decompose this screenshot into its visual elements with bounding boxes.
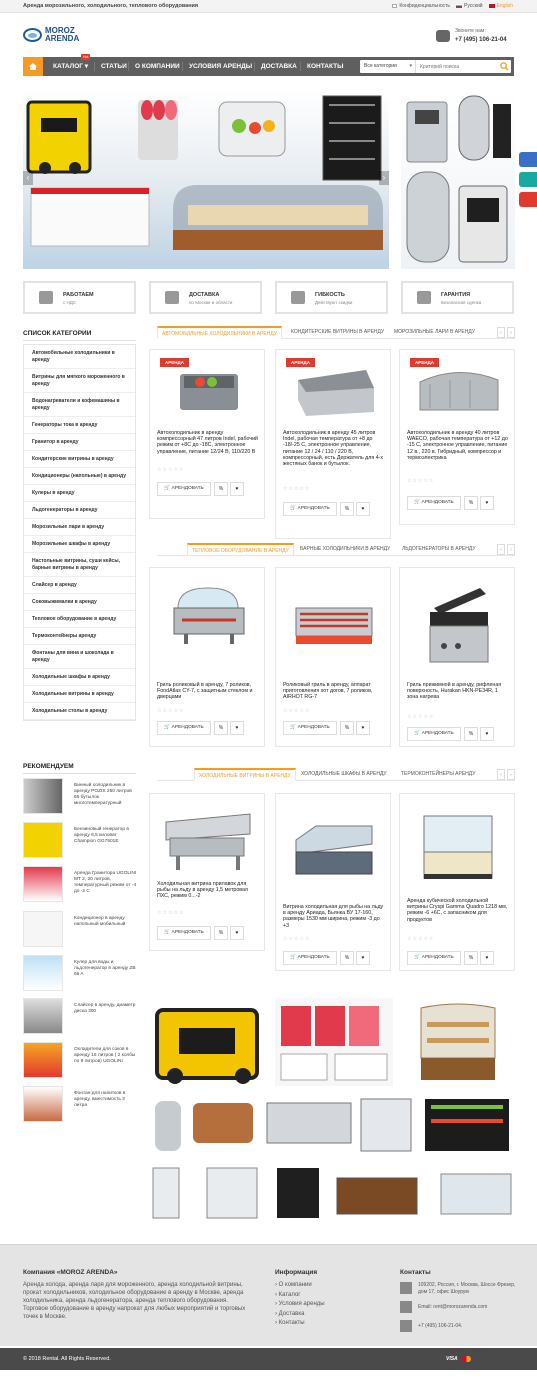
location-icon[interactable] (519, 172, 537, 187)
footer-about: Аренда холода, аренда ларя для мороженного, аренда холодильной витрины, прокат холодильников, холодильное оборудование в аренду в Москве, аренда холодильника, аренда льдогенератора, аренда теплового оборудования. Торговое оборудование в аренду напрокат для любых мероприятий и торговых точек в Москве. (23, 1282, 246, 1320)
rent-button[interactable]: 🛒 АРЕНДОВАТЬ (157, 482, 211, 496)
phone-number[interactable]: +7 (495) 106-21-04 (455, 37, 507, 43)
nav-terms[interactable]: УСЛОВИЯ АРЕНДЫ (189, 63, 253, 70)
category-item[interactable]: Витрины для мягкого мороженного в аренду (24, 369, 135, 393)
search-category-select[interactable]: Все категории ▾ (360, 60, 416, 73)
nav-about[interactable]: О КОМПАНИИ (135, 63, 180, 70)
rent-button[interactable]: 🛒 АРЕНДОВАТЬ (407, 951, 461, 965)
product-thumb (23, 778, 63, 814)
prev-page-button[interactable]: ‹ (497, 544, 505, 555)
feature-title: РАБОТАЕМ (63, 292, 94, 298)
cabinets-image (149, 1164, 515, 1222)
tagline: Аренда морозильного, холодильного, теплового оборудования (23, 3, 199, 9)
rating-stars: ☆☆☆☆☆ (283, 486, 311, 492)
compare-button[interactable]: % (464, 951, 478, 965)
main-nav (23, 57, 514, 76)
compare-button[interactable]: % (214, 926, 228, 940)
rent-button[interactable]: 🛒 АРЕНДОВАТЬ (157, 926, 211, 940)
next-page-button[interactable]: › (507, 769, 515, 780)
nav-articles[interactable]: СТАТЬИ (101, 63, 127, 70)
promo-tile-generator[interactable] (149, 998, 267, 1086)
tab-chest-freezers[interactable]: МОРОЗИЛЬНЫЕ ЛАРИ В АРЕНДУ (394, 329, 475, 335)
logo[interactable] (23, 27, 79, 43)
category-item[interactable]: Автомобильные холодильники в аренду (24, 345, 135, 369)
side-banner-image (401, 90, 515, 269)
divider (23, 773, 136, 774)
section-tabs (157, 543, 515, 556)
footer-phone[interactable]: +7 (495) 106-21-04. (418, 1323, 463, 1329)
visa-icon: VISA (446, 1356, 458, 1362)
recommended-item[interactable] (23, 866, 136, 906)
recommended-label: Фонтан для напитков в аренду, вместимость 3 литра (74, 1091, 126, 1108)
wishlist-button[interactable]: ♥ (230, 482, 244, 496)
product-card[interactable] (275, 793, 391, 971)
bell-icon[interactable] (519, 152, 537, 167)
bottom-bar-wrap (0, 1346, 537, 1400)
bank-icon (39, 291, 53, 304)
phone-icon (436, 30, 450, 42)
categories-title: СПИСОК КАТЕГОРИИ (23, 330, 92, 337)
logo-line2: ARENDA (45, 34, 80, 43)
product-thumb (23, 911, 63, 947)
rent-button[interactable]: 🛒 АРЕНДОВАТЬ (157, 721, 211, 735)
product-image (410, 360, 506, 420)
promo-banners-row-2 (149, 1095, 515, 1157)
section-tabs (157, 326, 515, 339)
rating-stars: ☆☆☆☆☆ (157, 708, 185, 714)
feature-sub: Безопасная сделка (441, 300, 482, 305)
tab-confectionery[interactable]: КОНДИТЕРСКИЕ ВИТРИНЫ В АРЕНДУ (291, 329, 385, 335)
side-banner[interactable] (401, 90, 515, 269)
recommended-label: Кондиционер в аренду напольный мобильный (74, 916, 126, 927)
promo-tile-equipment[interactable] (149, 1095, 515, 1157)
compare-button[interactable]: % (464, 496, 478, 510)
lang-ru[interactable]: Русский (456, 3, 483, 9)
feature-delivery (149, 281, 262, 314)
footer (0, 1244, 537, 1346)
mastercard-icon (462, 1356, 471, 1362)
category-item[interactable]: Морозильные лари в аренду (24, 519, 135, 536)
product-title[interactable]: Автохолодильник в аренду 45 литров Indel, рабочая температура от +8 до -18/-25 С, электронное управление, питание 12 / 24 / 110 / 220 В, компрессорный, есть Держатель для 4-х жестяных банок и бутылок. (283, 430, 384, 468)
nav-delivery[interactable]: ДОСТАВКА (261, 63, 297, 70)
category-item[interactable]: Холодильные столы в аренду (24, 703, 135, 720)
recommended-label: Винный холодильник в аренду POZIS 250 литров 65 бутылок многотемпературный (74, 783, 132, 806)
product-image (160, 578, 256, 652)
category-item[interactable]: Кондитерские витрины в аренду (24, 451, 135, 468)
top-links (392, 3, 513, 9)
category-item[interactable]: Слайсер в аренду (24, 577, 135, 594)
promo-tile-cabinets[interactable] (149, 1164, 515, 1222)
call-label: Звоните нам: (455, 28, 486, 34)
product-title[interactable]: Роликовый гриль в аренду, аппарат приготовления хот догов, 7 роликов, AIRHOT RG-7 (283, 682, 373, 701)
product-thumb (23, 1086, 63, 1122)
product-card[interactable] (149, 349, 265, 519)
search-bar (360, 60, 511, 73)
nav-catalog[interactable]: КАТАЛОГ ▾ (53, 63, 89, 70)
feature-vat (23, 281, 136, 314)
rent-ribbon: АРЕНДА (160, 358, 189, 367)
footer-info-title: Информация (275, 1269, 318, 1276)
product-card[interactable] (149, 793, 265, 951)
wishlist-button[interactable]: ♥ (356, 502, 370, 516)
compare-button[interactable]: % (340, 502, 354, 516)
location-icon (400, 1282, 412, 1294)
category-item[interactable]: Холодильные шкафы в аренду (24, 669, 135, 686)
recommended-item[interactable] (23, 1086, 136, 1126)
feature-sub: Действуют скидки (315, 300, 353, 305)
wishlist-button[interactable]: ♥ (480, 951, 494, 965)
compare-button[interactable]: % (340, 951, 354, 965)
section-tabs (157, 768, 515, 781)
rating-stars: ☆☆☆☆☆ (283, 708, 311, 714)
rating-stars: ☆☆☆☆☆ (157, 910, 185, 916)
footer-contacts-title: Контакты (400, 1269, 431, 1276)
product-card[interactable] (275, 567, 391, 747)
recommended-label: Слайсер в аренду, диаметр диска 300 (74, 1003, 136, 1014)
promo-tile-confectionery[interactable] (401, 998, 515, 1086)
product-card[interactable] (399, 349, 515, 525)
product-thumb (23, 1042, 63, 1078)
slider-image (23, 90, 389, 269)
tab-ice-makers[interactable]: ЛЬДОГЕНЕРАТОРЫ В АРЕНДУ (402, 546, 476, 552)
product-image (160, 360, 256, 420)
category-item[interactable]: Соковыжималки в аренду (24, 594, 135, 611)
promo-banners-row-1 (149, 998, 515, 1086)
feature-guarantee (401, 281, 514, 314)
category-list (23, 344, 136, 721)
rent-button[interactable]: 🛒 АРЕНДОВАТЬ (407, 496, 461, 510)
product-title[interactable]: Витрина холодильная для рыбы на льду в аренду Ариада, Бьянка ВУ 17-160, размеры 1530 мм ширина, режим -3 до +3 (283, 904, 384, 929)
wishlist-button[interactable]: ♥ (356, 951, 370, 965)
product-card[interactable] (275, 349, 391, 539)
rating-stars: ☆☆☆☆☆ (407, 714, 435, 720)
feature-title: ДОСТАВКА (189, 292, 220, 298)
slider-prev-button[interactable]: ‹ (23, 171, 33, 185)
rent-ribbon: АРЕНДА (286, 358, 315, 367)
product-image (286, 804, 382, 884)
rating-stars: ☆☆☆☆☆ (407, 478, 435, 484)
phone-icon (400, 1320, 412, 1332)
recommended-label: Аренда Гранитора UGOLINI MT 2, 20 литров, температурный режим от -4 до -2 С (74, 871, 137, 894)
recommended-item[interactable] (23, 998, 136, 1038)
feature-title: ГИБКОСТЬ (315, 292, 345, 298)
granitor-image (275, 998, 393, 1086)
home-icon[interactable] (23, 57, 43, 76)
footer-link[interactable]: › Каталог (275, 1291, 301, 1298)
rent-button[interactable]: 🛒 АРЕНДОВАТЬ (283, 951, 337, 965)
feature-sub: с НДС (63, 300, 77, 305)
category-item[interactable]: Гранитор в аренду (24, 434, 135, 451)
search-icon[interactable] (500, 62, 509, 71)
tab-bar-fridges[interactable]: БАРНЫЕ ХОЛОДИЛЬНИКИ В АРЕНДУ (300, 546, 391, 552)
tab-car-fridges[interactable]: АВТОМОБИЛЬНЫЕ ХОЛОДИЛЬНИКИ В АРЕНДУ (157, 326, 282, 339)
category-item[interactable]: Термоконтейнеры аренду (24, 628, 135, 645)
flag-en-icon (489, 4, 495, 8)
truck-icon (165, 291, 179, 304)
hot-badge: Hot (83, 55, 89, 59)
feature-title: ГАРАНТИЯ (441, 292, 471, 298)
next-page-button[interactable]: › (507, 327, 515, 338)
compare-button[interactable]: % (340, 721, 354, 735)
product-thumb (23, 822, 63, 858)
product-card[interactable] (399, 567, 515, 747)
category-item[interactable]: Тепловое оборудование в аренду (24, 611, 135, 628)
footer-info-links (275, 1281, 325, 1329)
promo-tile-granitor[interactable] (275, 998, 393, 1086)
feature-flex (275, 281, 388, 314)
copyright: © 2018 Rental. All Rights Reserved. (23, 1356, 111, 1362)
lang-en[interactable]: English (489, 3, 513, 9)
prev-page-button[interactable]: ‹ (497, 769, 505, 780)
category-item[interactable]: Холодильные витрины в аренду (24, 686, 135, 703)
header (0, 13, 537, 57)
product-thumb (23, 955, 63, 991)
header-phone (436, 28, 507, 43)
top-bar (0, 0, 537, 13)
checkbox-icon (392, 4, 397, 8)
next-page-button[interactable]: › (507, 544, 515, 555)
confectionery-image (401, 998, 515, 1086)
product-title[interactable]: Автохолодильник в аренду компрессорный 47 литров Indel, рабочий режим от +8С до -18С, электронное управление, питание 12/24 В, 110/220 В (157, 430, 259, 455)
category-item[interactable]: Генераторы тока в аренду (24, 417, 135, 434)
bottom-bar (0, 1348, 537, 1370)
recommended-item[interactable] (23, 822, 136, 862)
product-image (410, 578, 506, 678)
product-thumb (23, 998, 63, 1034)
category-item[interactable]: Настольные витрины, суши кейсы, барные витрины в аренду (24, 553, 135, 577)
rating-stars: ☆☆☆☆☆ (283, 936, 311, 942)
prev-page-button[interactable]: ‹ (497, 327, 505, 338)
compare-button[interactable]: % (214, 482, 228, 496)
compare-button[interactable]: % (464, 727, 478, 741)
product-title[interactable]: Гриль роликовый в аренду, 7 роликов, FoodAtlas CY-7, с защитным стеклом и дверцами (157, 682, 253, 701)
category-item[interactable]: Льдогенераторы в аренду (24, 502, 135, 519)
footer-link[interactable]: › Условия аренды (275, 1301, 325, 1307)
email-icon (400, 1301, 412, 1313)
nav-contacts[interactable]: КОНТАКТЫ (307, 63, 344, 70)
product-title[interactable]: Аренда кубической холодильной витрины Cryspi Gamma Quadro 1218 мм, режим -6 +6С, с запасником для продуктов (407, 898, 508, 923)
wishlist-button[interactable]: ♥ (356, 721, 370, 735)
generator-image (149, 998, 267, 1086)
product-title[interactable]: Автохолодильник в аренду 40 литров WAECO, рабочая температура от +12 до -15 С, электронное управление, питание 12 в., 220 в. Гибридный, компрессор и термоэлектрика (407, 430, 508, 461)
rent-ribbon: АРЕНДА (410, 358, 439, 367)
rating-stars: ☆☆☆☆☆ (157, 467, 185, 473)
tab-fridge-cabinets[interactable]: ХОЛОДИЛЬНЫЕ ШКАФЫ В АРЕНДУ (301, 771, 387, 777)
footer-email[interactable]: Email: rent@morozarenda.com (418, 1304, 488, 1310)
wishlist-button[interactable]: ♥ (230, 721, 244, 735)
category-item[interactable]: Кондиционеры (напольные) в аренду (24, 468, 135, 485)
recommended-item[interactable] (23, 1042, 136, 1082)
footer-address: 109202, Россия, г. Москва, Шоссе Фрезер, дом 17, офис Шоурум (418, 1282, 516, 1295)
product-image (286, 578, 382, 652)
product-card[interactable] (399, 793, 515, 971)
search-input[interactable] (420, 60, 495, 73)
recommended-title: РЕКОМЕНДУЕМ (23, 763, 74, 770)
rating-stars: ☆☆☆☆☆ (407, 936, 435, 942)
product-title[interactable]: Холодильная витрина прилавок для рыбы на льду в аренду 1,5 метровая ПХС, режим 0...-2 (157, 881, 248, 900)
rent-button[interactable]: 🛒 АРЕНДОВАТЬ (283, 721, 337, 735)
equipment-image (149, 1095, 515, 1157)
logo-mark-icon (23, 28, 42, 42)
category-item[interactable]: Кулеры в аренду (24, 485, 135, 502)
recommended-item[interactable] (23, 911, 136, 951)
wishlist-button[interactable]: ♥ (230, 926, 244, 940)
hero-slider[interactable] (23, 90, 389, 269)
recommended-label: Бензиновый генератор в аренду 6,5 киловат Champion GG7501E (74, 827, 129, 844)
footer-link[interactable]: › О компании (275, 1282, 312, 1288)
footer-link[interactable]: › Доставка (275, 1310, 305, 1317)
product-image (286, 360, 382, 420)
product-card[interactable] (149, 567, 265, 747)
privacy-link[interactable]: Конфиденциальность (392, 3, 450, 9)
product-title[interactable]: Гриль прижимной в аренду, рифленая поверхность, Hurakan HKN-PE34R, 1 зона нагрева (407, 682, 502, 701)
divider (23, 340, 136, 341)
promo-banners-row-3 (149, 1164, 515, 1222)
logo-line1: MOROZ (45, 26, 75, 35)
category-item[interactable]: Фонтаны для вина и шоколада в аренду (24, 645, 135, 669)
product-thumb (23, 866, 63, 902)
wishlist-button[interactable]: ♥ (480, 496, 494, 510)
tab-thermo-containers[interactable]: ТЕРМОКОНТЕЙНЕРЫ АРЕНДУ (401, 771, 476, 777)
product-image (160, 804, 256, 878)
slider-next-button[interactable]: › (379, 171, 389, 185)
recommended-label: Кулер для воды и льдогенератор в аренду ZB 66 A (74, 960, 136, 977)
calendar-icon (291, 291, 305, 304)
category-item[interactable]: Морозильные шкафы в аренду (24, 536, 135, 553)
footer-link[interactable]: › Контакты (275, 1320, 305, 1326)
rent-button[interactable]: 🛒 АРЕНДОВАТЬ (407, 727, 461, 741)
rent-button[interactable]: 🛒 АРЕНДОВАТЬ (283, 502, 337, 516)
mail-icon[interactable] (519, 192, 537, 207)
umbrella-icon (417, 291, 431, 304)
wishlist-button[interactable]: ♥ (480, 727, 494, 741)
compare-button[interactable]: % (214, 721, 228, 735)
feature-sub: по Москве и области (189, 300, 233, 305)
recommended-item[interactable] (23, 778, 136, 818)
tab-fridge-displays[interactable]: ХОЛОДИЛЬНЫЕ ВИТРИНЫ В АРЕНДУ (194, 768, 296, 781)
product-image (410, 804, 506, 884)
flag-ru-icon (456, 4, 462, 8)
recommended-item[interactable] (23, 955, 136, 995)
footer-company-title: Компания «MOROZ ARENDA» (23, 1269, 118, 1276)
tab-heating[interactable]: ТЕПЛОВОЕ ОБОРУДОВАНИЕ В АРЕНДУ (187, 543, 294, 556)
recommended-label: Охладители для соков в аренду 16 литров ( 2 колбы по 8 литров) UGOLINI (74, 1047, 136, 1064)
category-item[interactable]: Водонагреватели и кофемашины в аренду (24, 393, 135, 417)
